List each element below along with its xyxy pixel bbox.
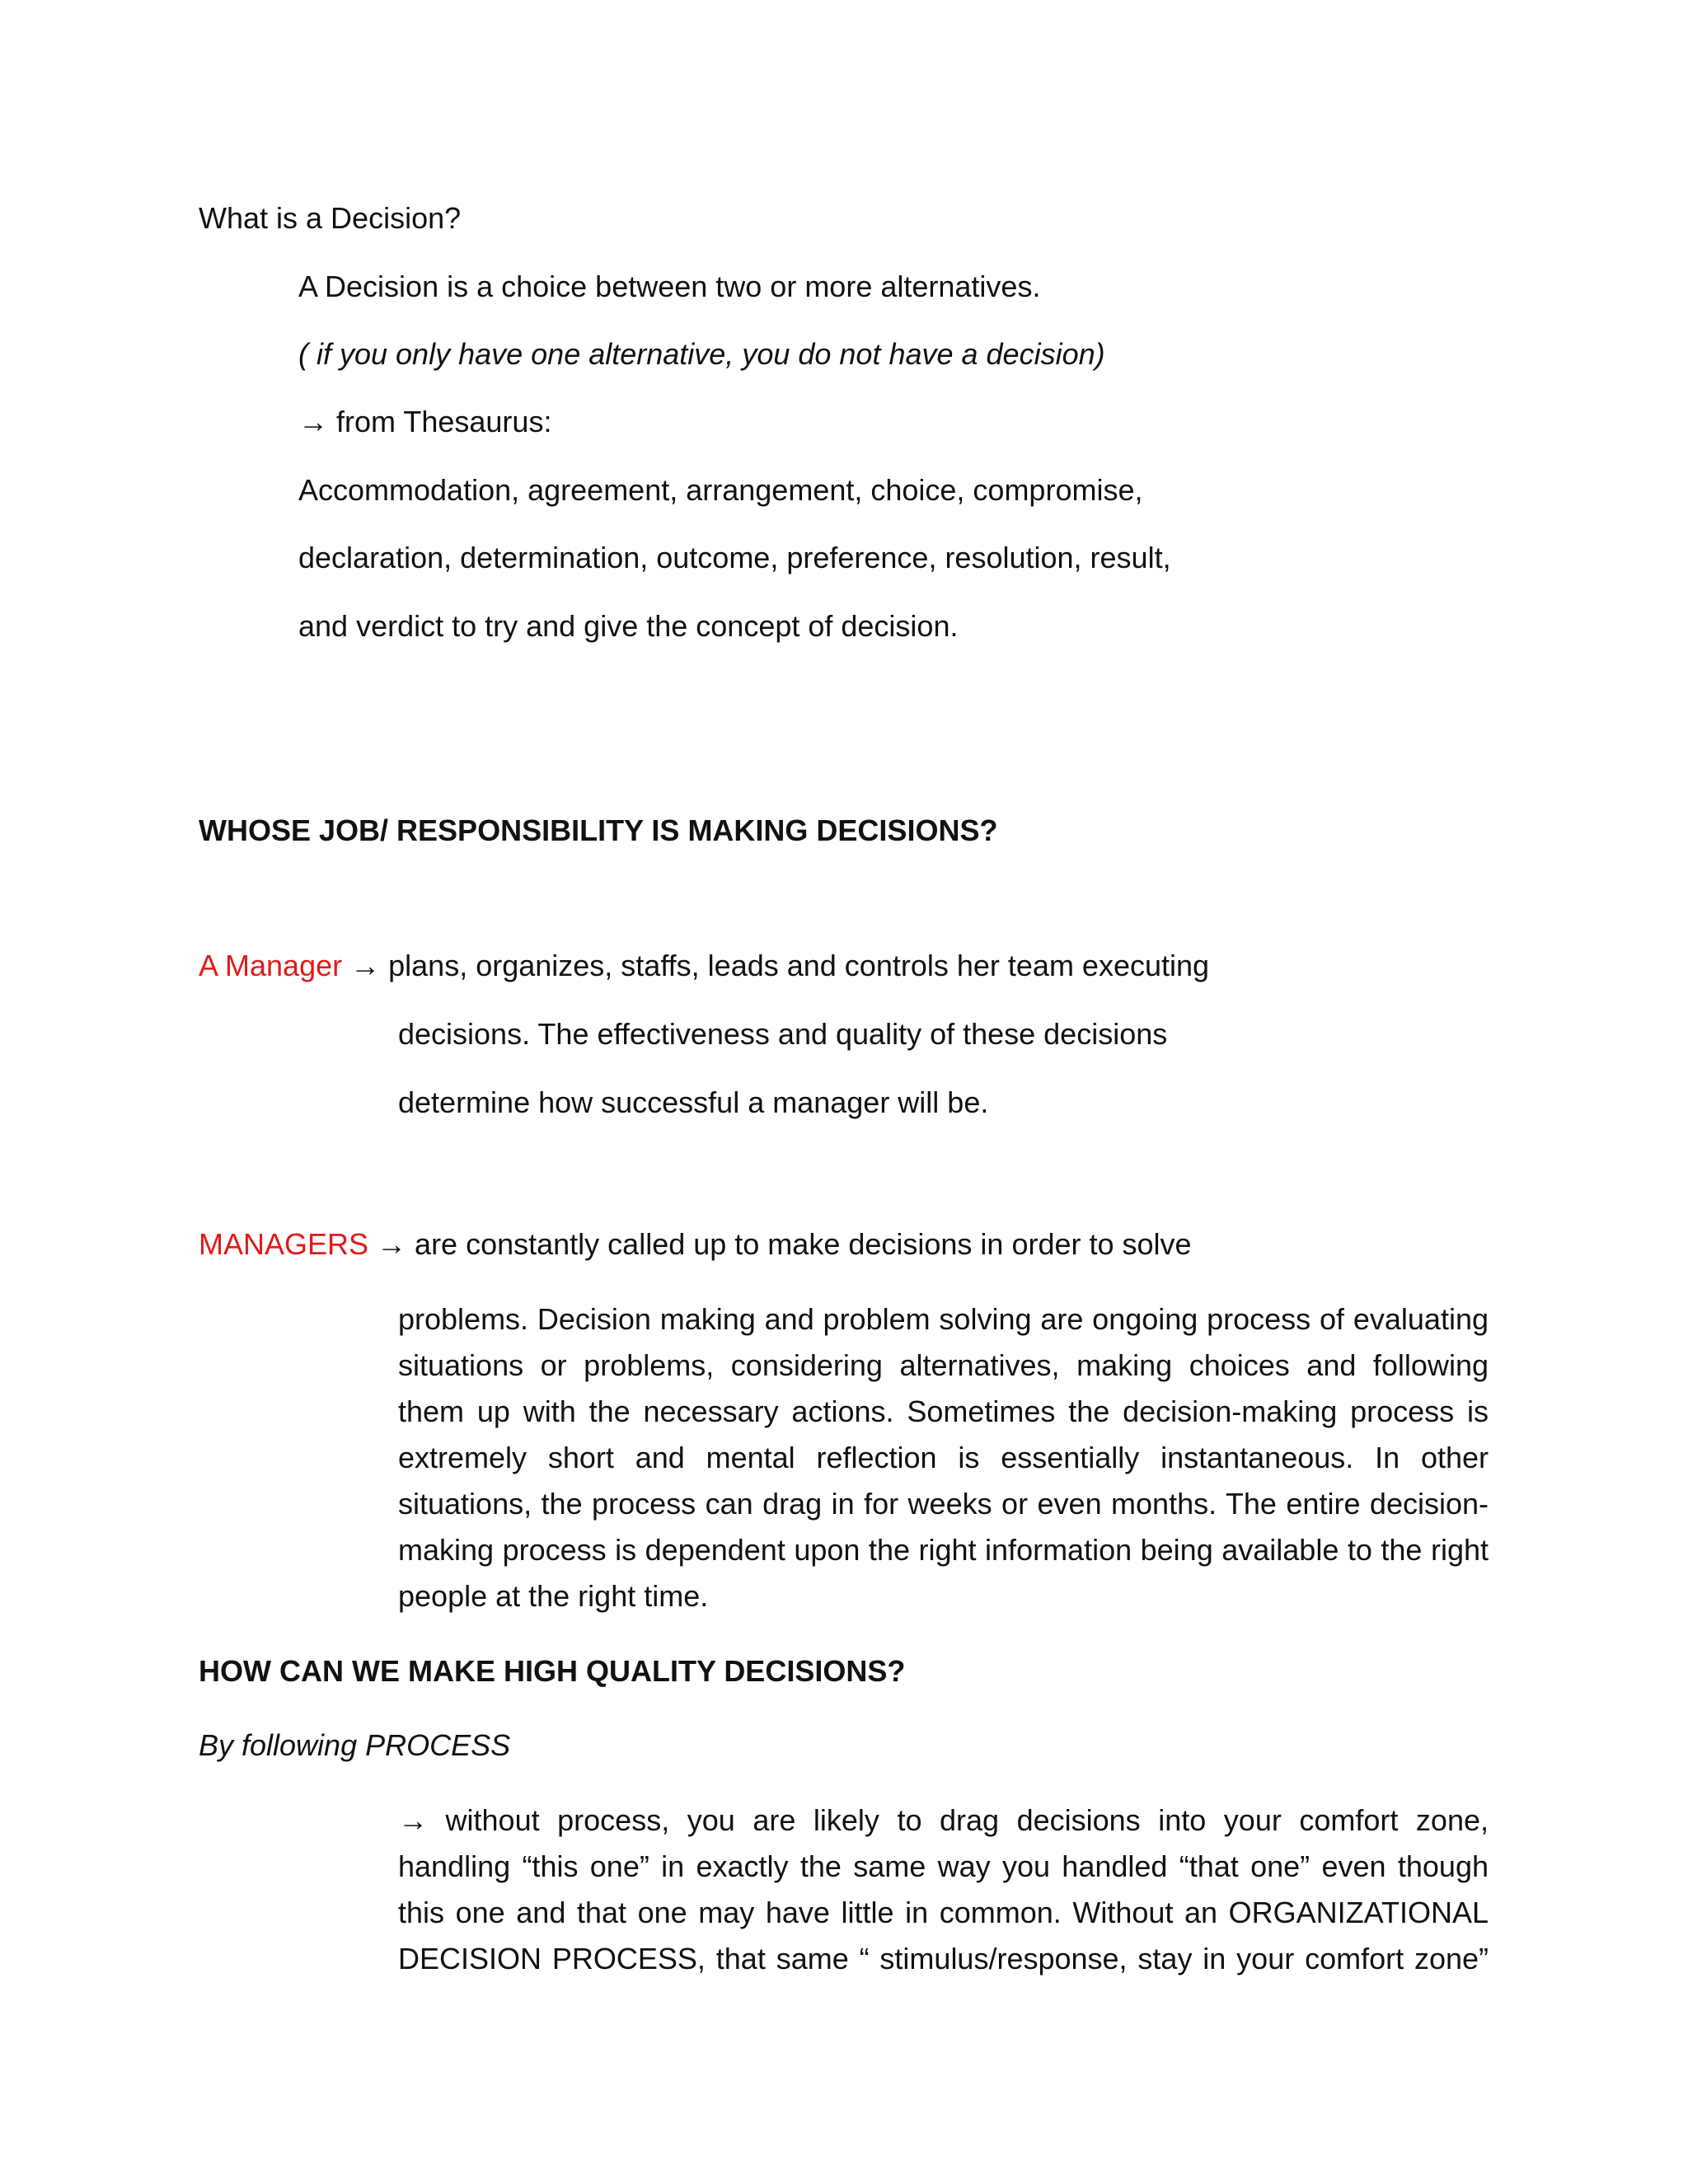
thesaurus-line-2: declaration, determination, outcome, preference, resolution, result, [298, 541, 1171, 574]
section-heading-responsibility: WHOSE JOB/ RESPONSIBILITY IS MAKING DECISIONS? [199, 813, 998, 847]
note-line: ( if you only have one alternative, you do not have a decision) [298, 337, 1105, 371]
thesaurus-label: → from Thesaurus: [298, 405, 552, 438]
manager-line [199, 948, 1209, 984]
managers-paragraph: problems. Decision making and problem solving are ongoing process of evaluating situations or problems, considering alternatives, making choices and following them up with the necessary actions. Sometimes the decision-making process is extremely short and mental reflection is essentially instantaneous. In other situations, the process can drag in for weeks or even months. The entire decision-making process is dependent upon the right information being available to the right people at the right time. [398, 1302, 1489, 1613]
managers-term: MANAGERS [199, 1227, 369, 1261]
definition-line: A Decision is a choice between two or more alternatives. [298, 269, 1041, 303]
section-subheading-process: By following PROCESS [199, 1728, 511, 1762]
thesaurus-line-3: and verdict to try and give the concept of decision. [298, 609, 959, 643]
question-line: What is a Decision? [199, 201, 462, 235]
managers-line [199, 1226, 1192, 1263]
manager-definition-start: → plans, organizes, staffs, leads and controls her team executing [342, 949, 1210, 982]
manager-line-3: determine how successful a manager will be. [398, 1085, 989, 1119]
managers-definition-start: → are constantly called up to make decisions in order to solve [368, 1227, 1192, 1261]
section-heading-quality: HOW CAN WE MAKE HIGH QUALITY DECISIONS? [199, 1654, 906, 1688]
manager-line-2: decisions. The effectiveness and quality of these decisions [398, 1017, 1168, 1051]
manager-term: A Manager [199, 949, 343, 982]
thesaurus-line-1: Accommodation, agreement, arrangement, choice, compromise, [298, 473, 1143, 507]
process-paragraph: → without process, you are likely to drag decisions into your comfort zone, handling “this one” in exactly the same way you handled “that one” even though this one and that one may have little in common. Without an ORGANIZATIONAL DECISION PROCESS, that same “ stimulus/response, stay in your comfort zone” [398, 1803, 1489, 1975]
